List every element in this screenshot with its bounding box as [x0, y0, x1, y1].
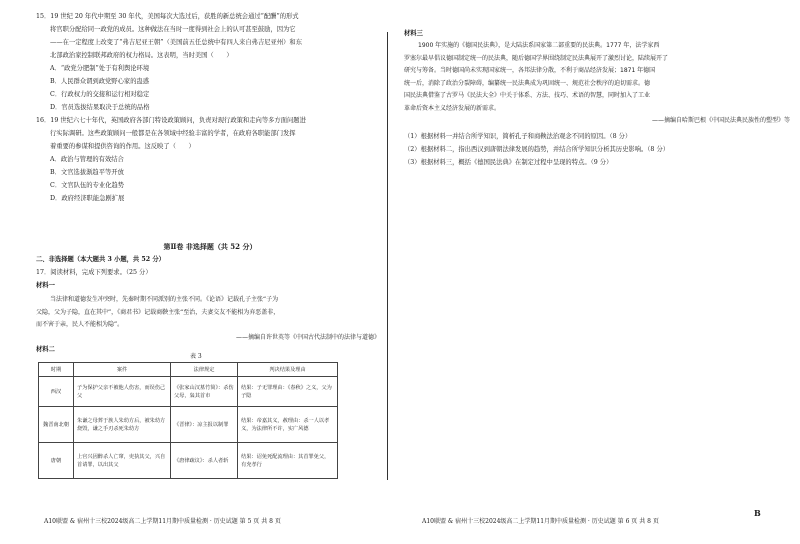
table-header-case: 案件: [74, 363, 171, 377]
page-6-footer: A10联盟 & 宿州十三校2024级高二上学期11月期中质量检测 · 历史试题 第 6 页 共 8 页: [422, 518, 659, 525]
material-3-source: ——摘编自哈斯巴根《中国民法典民族性的塑型》等: [651, 117, 790, 124]
q16-option-d: D．政府经济职能急剧扩展: [50, 195, 125, 202]
table-cell-verdict: 结果：诏免死配流理由：其首罪免父，有充孝行: [238, 443, 338, 479]
q17-stem: 17．阅读材料，完成下列要求。（25 分）: [36, 269, 152, 276]
table-row: [39, 443, 338, 479]
table-header-verdict: 判决结果及理由: [238, 363, 338, 377]
q15-line: 15．19 世纪 20 年代中期至 30 年代，美国每次大选过后，获胜的新总统会通过“配酬”的形式: [36, 13, 299, 20]
q15-line: 将官职分配给同一政党的成员。这种做法在当时一度得到社会上的认可甚至鼓励，因为它: [50, 26, 296, 33]
material-2-header: [36, 343, 384, 356]
material-3-line: 研究与筹备。当时德国尚未实现国家统一，各邦法律分散，不利于商品经济发展；1871 年德国: [404, 67, 656, 74]
material-3-line: 罗塞尔最早倡议德国制定统一的民法典，随后德国学界围绕制定民法典展开了激烈讨论，陆续展开了: [404, 54, 669, 62]
table-header-row: [39, 363, 338, 377]
q15-option-a: A．“政党分肥制”处于有利舆论环境: [50, 65, 150, 72]
right-page: [392, 0, 800, 544]
material-1-title: 材料一: [36, 282, 55, 289]
material-3: [404, 40, 794, 128]
part-two: [36, 240, 384, 292]
q16-line: 着重要的参谋和提供咨询的作用。这反映了（ ）: [50, 143, 195, 150]
sheet-mark: B: [754, 508, 761, 518]
table-cell-law: 《晋律》：凉主报以制罪: [170, 407, 237, 443]
table-3: [38, 362, 338, 479]
table-cell-case: 朱谦之母葬于族人朱幼方后，被朱幼方烧毁，谦之手刃杀死朱幼方: [74, 407, 171, 443]
q17-subquestions: [404, 130, 794, 169]
material-1-line: 而不害于亲，民人不能相为隐”。: [36, 321, 124, 328]
q15-line: 北部政治家控制联邦政府的权力格局。这表明，当时美国（ ）: [50, 52, 233, 59]
material-3-line: 统一后，消除了政治分裂障碍，编纂统一民法典成为巩固统一、规范社会秩序的迫切需求。德: [404, 79, 651, 87]
q15-option-d: D．官员选拔结果取决于总统的品格: [50, 104, 150, 111]
table-header-era: 时期: [39, 363, 74, 377]
material-2-title: 材料二: [36, 346, 55, 353]
q16-option-b: B．文官选拔渐趋平等开放: [50, 169, 124, 176]
table-cell-era: 唐朝: [39, 443, 74, 479]
q16-line: 16．19 世纪六七十年代，英国政府各部门特设政策顾问，负责对现行政策和走向等多方面问题进: [36, 117, 306, 124]
q15-line: ——在一定程度上改变了“弗吉尼亚王朝”（美国前五任总统中有四人来自弗吉尼亚州）和东: [50, 39, 303, 46]
material-3-line: 1900 年实施的《德国民法典》，是大陆法系国家第二部重要的民法典。1777 年，法学家西: [418, 42, 660, 49]
table-cell-era: 西汉: [39, 377, 74, 407]
table-row: [39, 377, 338, 407]
table-cell-law: 《唐律疏议》：杀人者斩: [170, 443, 237, 479]
section-title: 第Ⅱ卷 非选择题（共 52 分）: [163, 242, 257, 251]
material-1: [36, 294, 384, 344]
left-page: [0, 0, 392, 544]
page-divider: [387, 32, 388, 480]
table-cell-case: 上官兴因醉杀人亡窜，吏执其父，兴自首请罪，以出其父: [74, 443, 171, 479]
table-cell-verdict: 结果：子无罪理由：《春秋》之义，父为子隐: [238, 377, 338, 407]
material-1-line: 父隐，父为子隐，直在其中”，《商君书》记载商鞅主张“至治，夫妻交友不能相为弃恶盖非，: [36, 308, 280, 316]
material-3-header: [404, 27, 794, 40]
table-header-law: 法律规定: [170, 363, 237, 377]
material-3-line: 国民法典借鉴了古罗马《民法大全》中关于体系、方法、技巧、术语的智慧，同时加入了工业: [404, 92, 651, 99]
section-subtitle: 二、非选择题（本大题共 3 小题，共 52 分）: [36, 256, 165, 263]
subquestion-1: （1）根据材料一并结合所学知识，简析孔子和商鞅法治观念不同的原因。（8 分）: [404, 133, 632, 140]
table-cell-case: 子为保护父亲不被他人伤害，而误伤己父: [74, 377, 171, 407]
table-caption: 表 3: [190, 353, 202, 360]
material-3-title: 材料三: [404, 30, 423, 37]
table-row: [39, 407, 338, 443]
q15-option-b: B．人民群众谓到政党野心家的蛊惑: [50, 78, 150, 85]
q16-line: 行实际调研。这些政策顾问一般都是在各领域中经验丰富的学者，在政府各职能部门发挥: [50, 130, 296, 137]
table-cell-law: 《张家山汉墓竹简》：杀伤父母，枭其首市: [170, 377, 237, 407]
subquestion-3: （3）根据材料三，概括《德国民法典》在制定过程中呈现的特点。（9 分）: [404, 159, 613, 166]
material-1-source: ——摘编自许世英等《中国古代法制中的法律与道德》: [235, 333, 380, 341]
question-15: [36, 10, 384, 114]
material-1-line: 当法律和道德发生冲突时，先秦时期不同派别的主张不同。《论语》记载孔子主张“子为: [50, 296, 279, 303]
material-3-line: 革命后资本主义经济发展的新需求。: [404, 104, 501, 112]
page-5-footer: A10联盟 & 宿州十三校2024级高二上学期11月期中质量检测 · 历史试题 第 5 页 共 8 页: [44, 518, 281, 525]
question-16: [36, 114, 384, 205]
table-cell-era: 魏晋南北朝: [39, 407, 74, 443]
subquestion-2: （2）根据材料二，指出西汉到唐朝法律发展的趋势，并结合所学知识分析其历史影响。（8 分）: [404, 146, 670, 153]
table-cell-verdict: 结果：帝嘉其义，赦理由：杀一人以孝义，为法律所不许，实广风德: [238, 407, 338, 443]
q16-option-a: A．政治与管理的有效结合: [50, 156, 124, 163]
q16-option-c: C．文官队伍的专业化趋势: [50, 182, 125, 189]
q15-option-c: C．行政权力的交接和运行相对稳定: [50, 91, 150, 98]
